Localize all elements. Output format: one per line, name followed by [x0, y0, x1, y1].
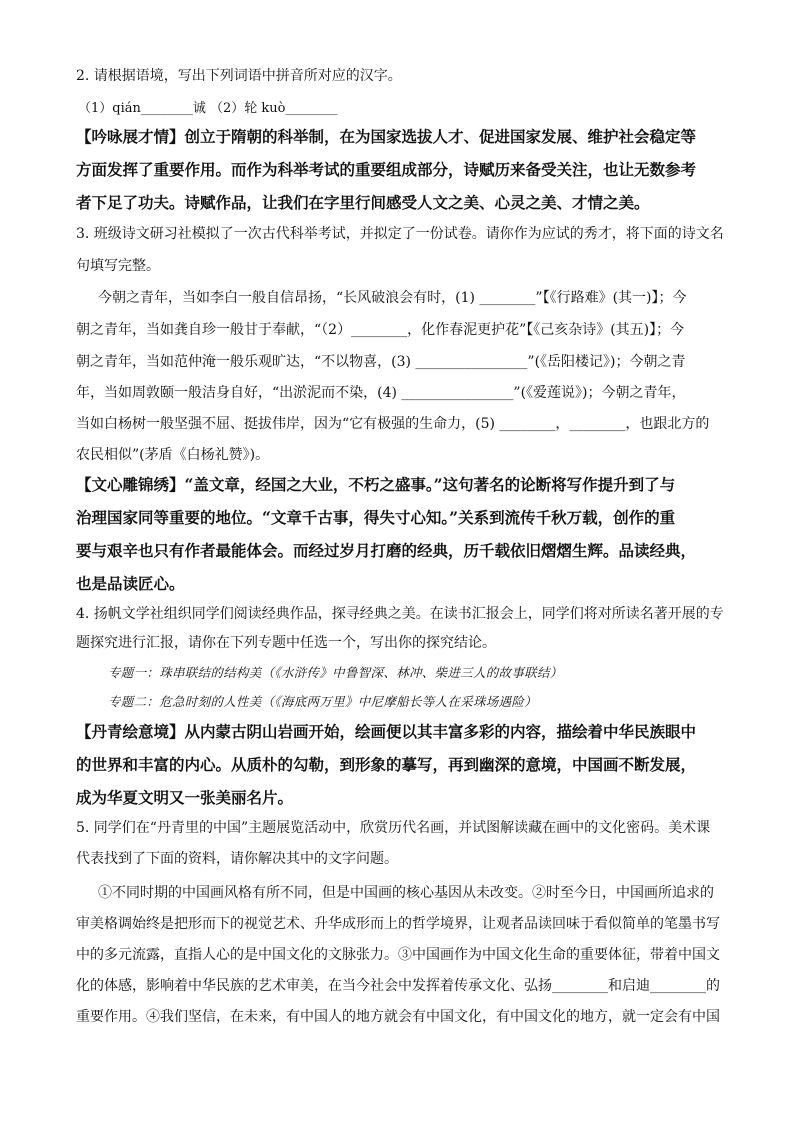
question-3-prompt: 句填写完整。: [76, 258, 160, 274]
question-5-passage-line: 审美格调始终是把形而下的视觉艺术、升华成形而上的哲学境界，让观者品读回味于看似简单的笔墨书写: [76, 916, 720, 932]
question-3-passage-line: 当如白杨树一般坚强不屈、挺拔伟岸，因为“它有极强的生命力，(5) ________，________，也跟北方的: [76, 416, 710, 432]
question-5-passage-line: ①不同时期的中国画风格有所不同，但是中国画的核心基因从未改变。②时至今日，中国画所追求的: [98, 885, 714, 901]
section-paragraph-line: 者下足了功夫。诗赋作品，让我们在字里行间感受人文之美、心灵之美、才情之美。: [76, 193, 650, 212]
question-3-passage-line: 朝之青年，当如范仲淹一般乐观旷达，“不以物喜，(3) ________________”(《岳阳楼记》)；今朝之青: [76, 354, 686, 370]
question-3-passage-line: 朝之青年，当如龚自珍一般甘于奉献，“（2）________，化作春泥更护花”【《己亥杂诗》(其五)】；今: [76, 322, 685, 338]
question-5-passage-line: 中的多元流露，直指人心的是中国文化的文脉张力。③中国画作为中国文化生命的重要体征，带着中国文: [76, 947, 720, 963]
question-3-passage-line: 年，当如周敦颐一般洁身自好，“出淤泥而不染，(4) ________________”(《爱莲说》)；今朝之青年，: [76, 385, 686, 401]
section-paragraph-line: 成为华夏文明又一张美丽名片。: [76, 788, 294, 807]
question-2-items: （1）qián________诚 （2）轮 kuò________: [78, 101, 338, 116]
section-paragraph-line: 也是品读匠心。: [76, 574, 185, 593]
question-3-prompt: 3. 班级诗文研习社模拟了一次古代科举考试，并拟定了一份试卷。请你作为应试的秀才，将下面的诗文名: [76, 226, 724, 242]
question-5-prompt: 代表找到了下面的资料，请你解决其中的文字问题。: [76, 851, 398, 867]
question-4-topic-one: 专题一：珠串联结的结构美（《水浒传》中鲁智深、林冲、柴进三人的故事联结）: [108, 665, 563, 680]
section-paragraph-line: 方面发挥了重要作用。而作为科举考试的重要组成部分，诗赋历来备受关注，也让无数参考: [76, 160, 697, 179]
section-heading-paragraph-line: 【吟咏展才情】创立于隋朝的科举制，在为国家选拔人才、促进国家发展、维护社会稳定等: [76, 127, 697, 146]
question-4-prompt: 4. 扬帆文学社组织同学们阅读经典作品，探寻经典之美。在读书汇报会上，同学们将对所读名著开展的专: [76, 606, 724, 622]
question-5-passage-line: 化的体感，影响着中华民族的艺术审美，在当今社会中发挥着传承文化、弘扬________和启迪________的: [76, 978, 720, 994]
question-4-topic-two: 专题二：危急时刻的人性美（《海底两万里》中尼摩船长等人在采珠场遇险）: [108, 694, 537, 709]
question-5-passage-line: 重要作用。④我们坚信，在未来，有中国人的地方就会有中国文化，有中国文化的地方，就一定会有中国: [76, 1009, 720, 1025]
question-5-prompt: 5. 同学们在“丹青里的中国”主题展览活动中，欣赏历代名画，并试图解读藏在画中的文化密码。美术课: [76, 820, 711, 836]
section-heading-paragraph-line: 【文心雕锦绣】“盖文章，经国之大业，不朽之盛事。”这句著名的论断将写作提升到了与: [76, 475, 676, 494]
question-4-prompt: 题探究进行汇报，请你在下列专题中任选一个，写出你的探究结论。: [76, 635, 496, 651]
section-paragraph-line: 的世界和丰富的内心。从质朴的勾勒，到形象的摹写，再到幽深的意境，中国画不断发展，: [76, 755, 697, 774]
question-3-passage-line: 农民相似”(茅盾《白杨礼赞》)。: [76, 447, 270, 463]
section-paragraph-line: 治理国家同等重要的地位。“文章千古事，得失寸心知。”关系到流传千秋万载，创作的重: [76, 508, 676, 527]
question-2-prompt: 2. 请根据语境，写出下列词语中拼音所对应的汉字。: [76, 68, 402, 84]
question-3-passage-line: 今朝之青年，当如李白一般自信昂扬，“长风破浪会有时，(1) ________”【《行路难》(其一)】；今: [98, 290, 687, 306]
section-paragraph-line: 要与艰辛也只有作者最能体会。而经过岁月打磨的经典，历千载依旧熠熠生辉。品读经典，: [76, 541, 697, 560]
section-heading-paragraph-line: 【丹青绘意境】从内蒙古阴山岩画开始，绘画便以其丰富多彩的内容，描绘着中华民族眼中: [76, 722, 697, 741]
